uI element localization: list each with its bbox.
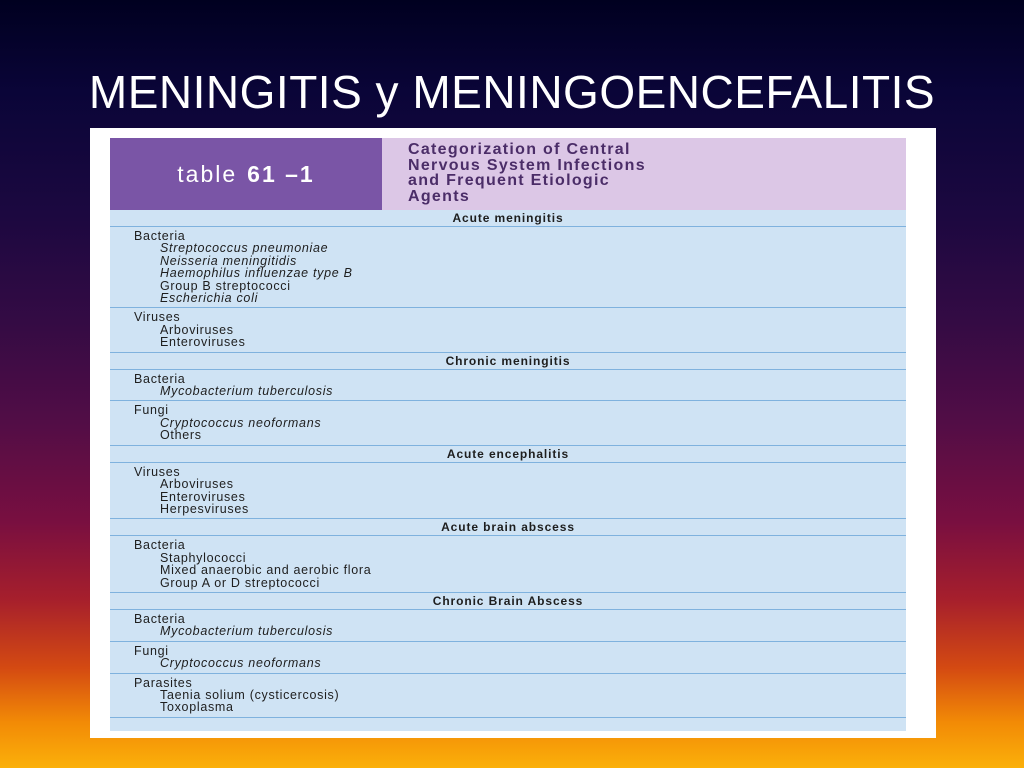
- table-number-label: [110, 138, 382, 210]
- section-heading: Chronic meningitis: [110, 353, 906, 370]
- agent-item: Cryptococcus neoformans: [160, 656, 322, 671]
- etiology-table: [110, 138, 906, 731]
- category-group: [110, 401, 906, 445]
- section-heading: Chronic Brain Abscess: [110, 593, 906, 610]
- agent-item: Others: [160, 428, 202, 443]
- agent-item: Herpesviruses: [160, 501, 249, 516]
- table-body: [110, 210, 906, 718]
- agent-item: Mixed anaerobic and aerobic flora: [160, 563, 372, 578]
- category-label: Bacteria: [134, 611, 186, 626]
- category-group: [110, 463, 906, 520]
- category-label: Parasites: [134, 675, 193, 690]
- agent-item: Enteroviruses: [160, 335, 246, 350]
- category-label: Fungi: [134, 643, 169, 658]
- agent-item: Arboviruses: [160, 477, 234, 492]
- table-figure: [90, 128, 936, 738]
- category-group: [110, 227, 906, 308]
- table-header: [110, 138, 906, 210]
- agent-item: Mycobacterium tuberculosis: [160, 384, 334, 399]
- category-group: [110, 674, 906, 718]
- agent-item: Neisseria meningitidis: [160, 253, 297, 268]
- agent-item: Group B streptococci: [160, 278, 291, 293]
- category-label: Viruses: [134, 464, 181, 479]
- agent-item: Haemophilus influenzae type B: [160, 266, 353, 281]
- category-label: Bacteria: [134, 371, 186, 386]
- agent-item: Group A or D streptococci: [160, 575, 320, 590]
- agent-item: Escherichia coli: [160, 291, 259, 306]
- agent-item: Streptococcus pneumoniae: [160, 241, 329, 256]
- table-label-word: table: [177, 160, 238, 187]
- category-label: Viruses: [134, 310, 181, 325]
- agent-item: Enteroviruses: [160, 489, 246, 504]
- agent-item: Toxoplasma: [160, 700, 234, 715]
- category-group: [110, 610, 906, 642]
- category-group: [110, 642, 906, 674]
- agent-item: Cryptococcus neoformans: [160, 415, 322, 430]
- category-label: Fungi: [134, 403, 169, 418]
- category-group: [110, 370, 906, 402]
- category-label: Bacteria: [134, 229, 186, 243]
- agent-item: Staphylococci: [160, 550, 247, 565]
- category-group: [110, 308, 906, 352]
- agent-item: Taenia solium (cysticercosis): [160, 687, 340, 702]
- category-group: [110, 536, 906, 593]
- category-label: Bacteria: [134, 538, 186, 553]
- table-caption: Categorization of Central Nervous System Infections and Frequent Etiologic Agents: [382, 138, 906, 210]
- agent-item: Mycobacterium tuberculosis: [160, 624, 334, 639]
- slide-title: MENINGITIS y MENINGOENCEFALITIS: [88, 66, 936, 118]
- section-heading: Acute encephalitis: [110, 446, 906, 463]
- section-heading: Acute meningitis: [110, 210, 906, 227]
- agent-item: Arboviruses: [160, 322, 234, 337]
- section-heading: Acute brain abscess: [110, 519, 906, 536]
- table-label-number: 61 –1: [247, 160, 315, 187]
